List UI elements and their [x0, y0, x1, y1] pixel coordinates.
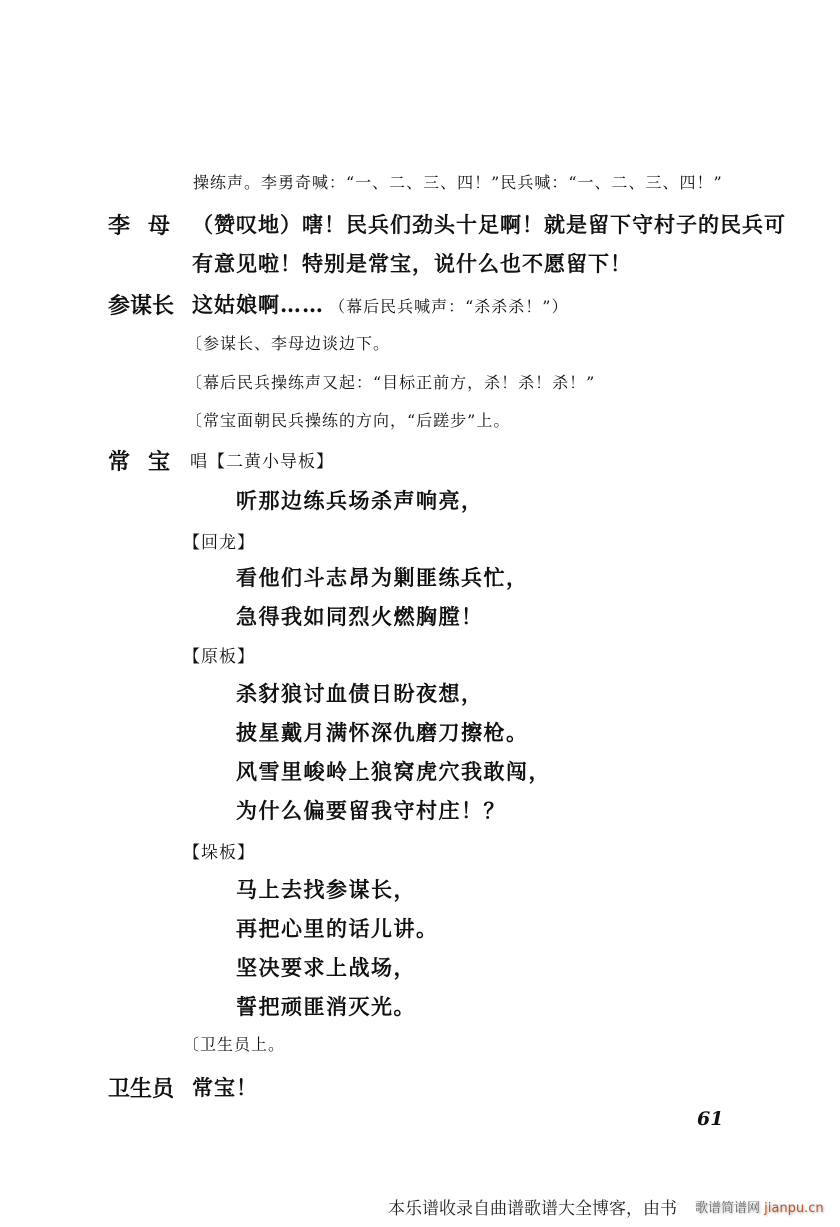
stage-direction-line: 〔幕后民兵操练声又起：“目标正前方，杀！杀！杀！”	[186, 373, 596, 392]
stage-direction-line: 操练声。李勇奇喊：“一、二、三、四！”民兵喊：“一、二、三、四！”	[193, 173, 723, 192]
tempo-label: 【回龙】	[183, 533, 255, 553]
tempo-label: 【原板】	[183, 647, 255, 667]
verse-line: 看他们斗志昂为剿匪练兵忙，	[236, 565, 529, 590]
speaker-name: 参谋长	[108, 293, 175, 319]
speaker-name: 李母	[108, 213, 189, 239]
verse-line: 马上去找参谋长，	[236, 877, 416, 902]
verse-line: 杀豺狼讨血债日盼夜想，	[236, 681, 484, 706]
verse-line: 誓把顽匪消灭光。	[236, 994, 416, 1019]
source-notice: 本乐谱收录自曲谱歌谱大全博客，由书	[388, 1199, 677, 1219]
speaker-name: 卫生员	[108, 1076, 175, 1102]
page-number: 61	[697, 1108, 724, 1130]
verse-line: 听那边练兵场杀声响亮，	[236, 488, 484, 513]
watermark-site-name: 歌谱简谱网	[695, 1201, 761, 1216]
stage-direction-line: 〔参谋长、李母边谈边下。	[186, 334, 391, 353]
dialogue-continuation: 有意见啦！特别是常宝，说什么也不愿留下！	[192, 251, 632, 276]
verse-line: 为什么偏要留我守村庄！？	[236, 798, 506, 823]
verse-line: 坚决要求上战场，	[236, 955, 416, 980]
dialogue-text: 常宝！	[192, 1075, 258, 1100]
stage-direction-line: 〔常宝面朝民兵操练的方向，“后蹉步”上。	[186, 411, 511, 430]
verse-line: 再把心里的话儿讲。	[236, 916, 439, 941]
aria-heading: 唱【二黄小导板】	[190, 452, 334, 472]
dialogue-text: 这姑娘啊……	[192, 292, 324, 317]
speaker-name: 常宝	[108, 449, 189, 475]
dialogue-text: （赞叹地）嗐！民兵们劲头十足啊！就是留下守村子的民兵可	[192, 212, 786, 237]
verse-line: 风雪里峻岭上狼窝虎穴我敢闯，	[236, 759, 551, 784]
tempo-label: 【垛板】	[183, 843, 255, 863]
dialogue-line	[192, 209, 786, 239]
site-watermark	[695, 1197, 824, 1216]
stage-direction-line: 〔卫生员上。	[183, 1035, 286, 1054]
dialogue-line	[192, 289, 568, 319]
offstage-aside: （幕后民兵喊声：“杀杀杀！”）	[329, 297, 569, 316]
watermark-url: jianpu.cn	[764, 1201, 824, 1216]
verse-line: 披星戴月满怀深仇磨刀擦枪。	[236, 720, 529, 745]
verse-line: 急得我如同烈火燃胸膛！	[236, 604, 484, 629]
